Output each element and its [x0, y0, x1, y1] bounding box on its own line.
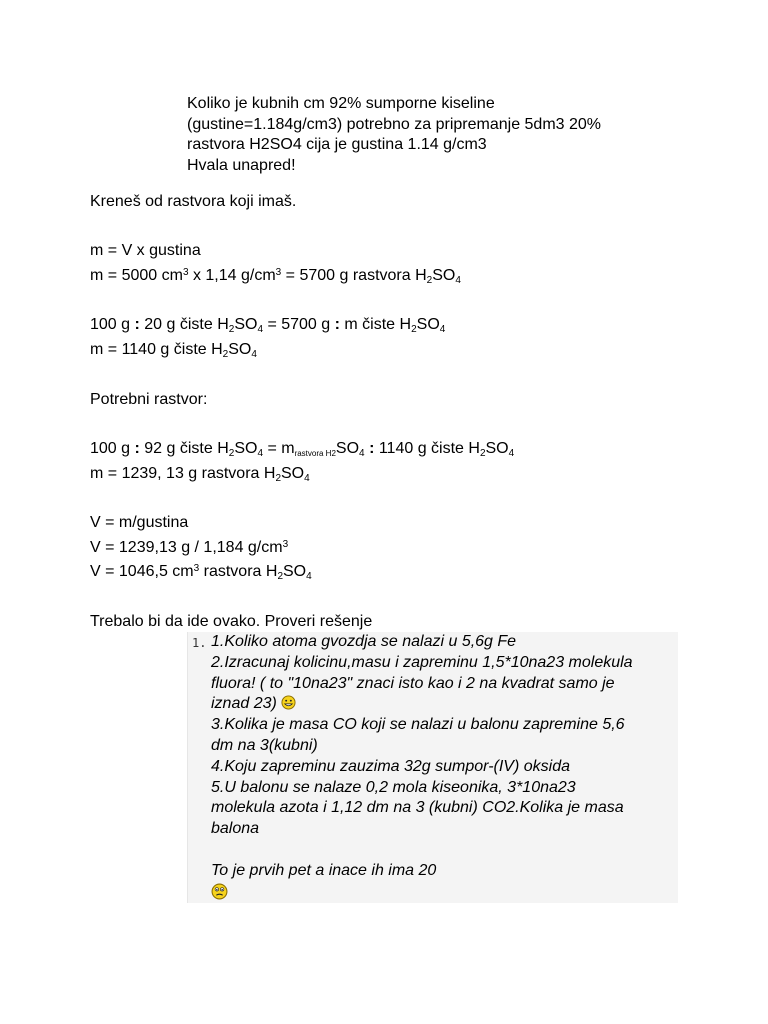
list-item-line: iznad 23): [211, 694, 673, 715]
formula-mass: m = V x gustina: [90, 242, 201, 260]
blank-line: [90, 363, 690, 388]
blank-line: [90, 289, 690, 314]
blank-line: [90, 486, 690, 511]
result-line-1: m = 1140 g čiste $H_2SO_4$: [90, 341, 257, 361]
list-item-line: dm na 3(kubni): [211, 736, 318, 754]
blank-line: [90, 412, 690, 437]
list-item-line: 3.Kolika je masa CO koji se nalazi u balonu zapremine 5,6: [211, 716, 625, 734]
smiley-line: [211, 882, 673, 903]
list-item-line: molekula azota i 1,12 dm na 3 (kubni) CO2.Kolika je masa: [211, 799, 624, 817]
calc-volume: V = 1239,13 g / 1,184 $g/cm^3$: [90, 538, 289, 556]
answer-intro: Kreneš od rastvora koji imaš.: [90, 193, 297, 210]
list-item-line: 4.Koju zapreminu zauzima 32g sumpor-(IV) oksida: [211, 757, 570, 775]
closing-text: Trebalo bi da ide ovako. Proveri rešenje: [90, 612, 373, 630]
quoted-list-body: [211, 632, 673, 902]
question-line: Hvala unapred!: [187, 156, 296, 174]
blank-line: [211, 840, 673, 861]
list-item-line: 2.Izracunaj kolicinu,masu i zapreminu 1,5*10na23 molekula: [211, 653, 633, 671]
blank-line: [90, 215, 690, 240]
question-line: rastvora H2SO4 cija je gustina 1.14 g/cm3: [187, 136, 487, 153]
list-item-line: 5.U balonu se nalaze 0,2 mola kiseonika, 3*10na23: [211, 778, 576, 796]
blank-line: [90, 585, 690, 610]
list-item-line: fluora! ( to "10na23" znaci isto kao i 2 na kvadrat samo je: [211, 674, 615, 692]
result-volume: V = 1046,5 $cm^3$ rastvora $H_2SO_4$: [90, 563, 312, 583]
list-item-line: balona: [211, 820, 260, 838]
calc-mass: m = 5000 $cm^3$ x 1,14 $g/cm^3 = 5700$ g rastvora $H_2SO_4$: [90, 267, 461, 287]
list-item-line: To je prvih pet a inace ih ima 20: [211, 861, 437, 879]
worried-smiley-icon: [211, 883, 226, 898]
needed-heading: Potrebni rastvor:: [90, 390, 208, 408]
quoted-list: [187, 632, 678, 903]
answer-block: [90, 190, 690, 634]
question-line: (gustine=1.184g/cm3) potrebno za pripremanje 5dm3 20%: [187, 115, 602, 133]
ratio-line-2: 100 g : 92 g čiste $H_2SO_4$ = mrastvora $H2SO_4$ : 1140 g čiste $H_2SO_4$: [90, 439, 515, 459]
formula-volume: V = m/gustina: [90, 513, 189, 531]
grin-smiley-icon: [281, 695, 296, 710]
question-line: Koliko je kubnih cm 92% sumporne kiseline: [187, 95, 495, 112]
result-line-2: m = 1239, 13 g rastvora $H_2SO_4$: [90, 464, 310, 484]
question-block: [187, 94, 707, 176]
list-item-line: 1.Koliko atoma gvozdja se nalazi u 5,6g Fe: [211, 633, 517, 650]
ratio-line-1: 100 g : 20 g čiste $H_2SO_4 = 5700$ g : m čiste $H_2SO_4$: [90, 316, 446, 336]
list-number: 1.: [192, 636, 207, 650]
